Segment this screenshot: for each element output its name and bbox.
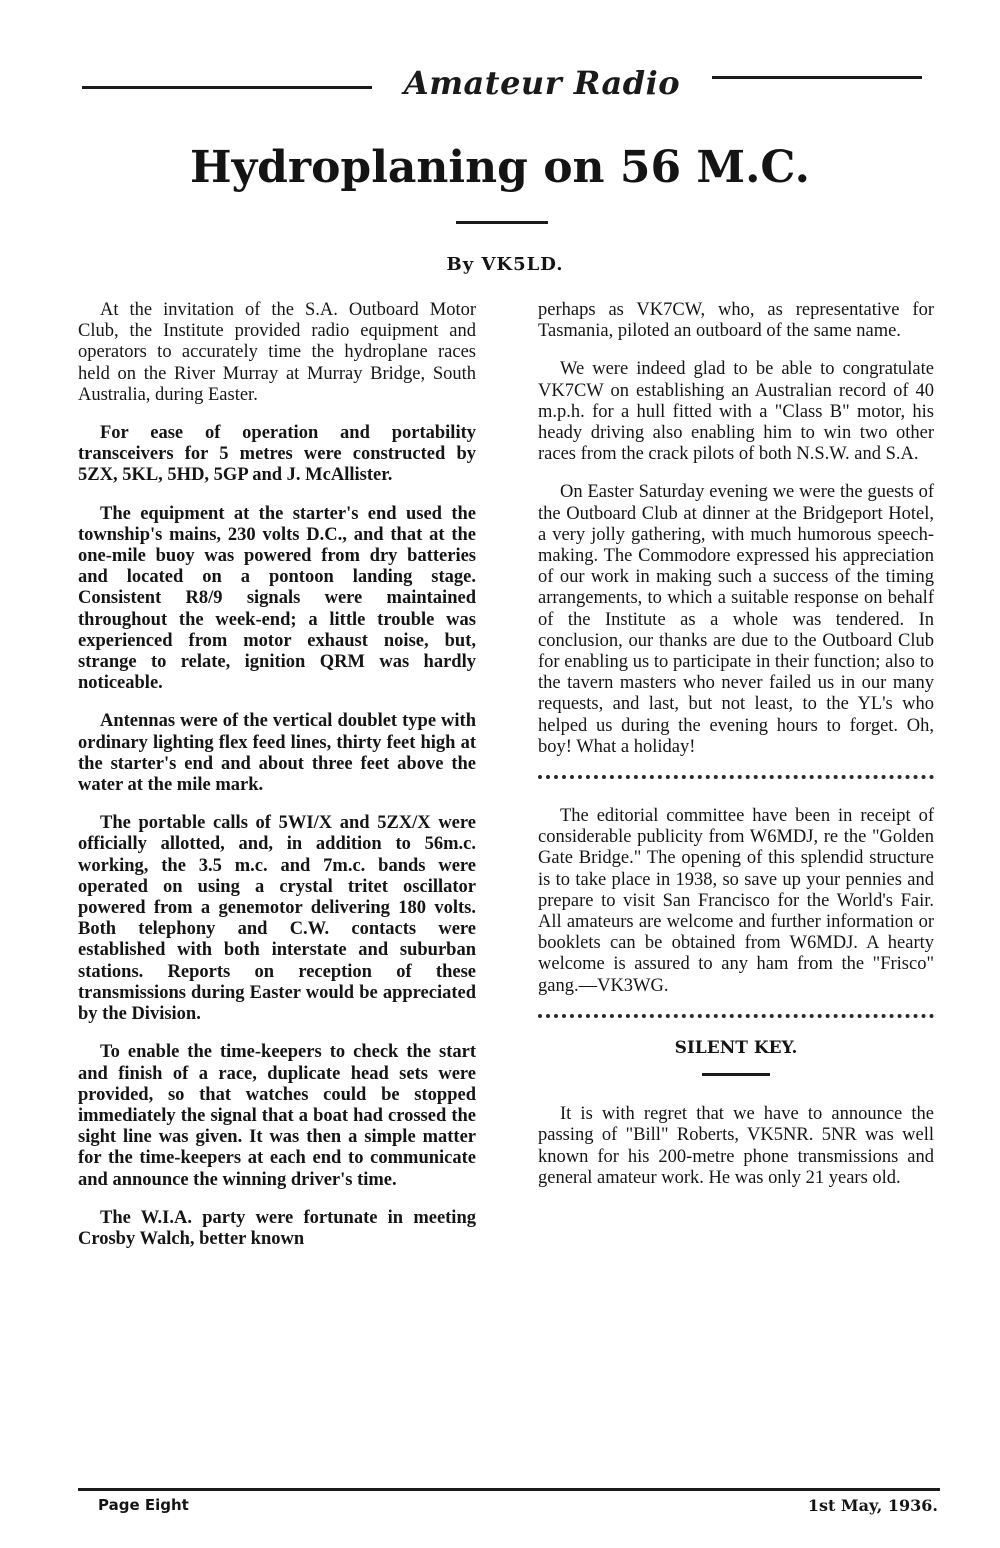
- editorial-notice: The editorial committee have been in receipt of considerable publicity from W6MDJ, re the "Golden Gate Bridge." The opening of this splendid structure is to take place in 1938, so save up your pennies and prepare to visit San Francisco for the World's Fair. All amateurs are welcome and further information or booklets can be obtained from W6MDJ. A hearty welcome is assured to any ham from the "Frisco" gang.—VK3WG.: [538, 806, 934, 996]
- dotted-divider: [538, 775, 934, 779]
- article-paragraph: We were indeed glad to be able to congratulate VK7CW on establishing an Australian record of 40 m.p.h. for a hull fitted with a "Class B" motor, his heady driving also enabling him to win two other races from the crack pilots of both N.S.W. and S.A.: [538, 359, 934, 465]
- silent-key-text: It is with regret that we have to announce the passing of "Bill" Roberts, VK5NR. 5NR was well known for his 200-metre phone transmissions and general amateur work. He was only 21 years old.: [538, 1104, 934, 1188]
- silent-key-heading: SILENT KEY.: [674, 1037, 798, 1058]
- article-title: Hydroplaning on 56 M.C.: [190, 142, 810, 193]
- issue-date: 1st May, 1936.: [807, 1496, 938, 1515]
- article-paragraph: To enable the time-keepers to check the start and finish of a race, duplicate head sets were provided, so that watches could be stopped immediately the signal that a boat had crossed the sight line was given. It was then a simple matter for the time-keepers at each end to communicate and announce the winning driver's time.: [78, 1042, 476, 1190]
- silent-key-divider: [702, 1073, 770, 1076]
- article-paragraph-continued: perhaps as VK7CW, who, as representative for Tasmania, piloted an outboard of the same name.: [538, 300, 934, 342]
- left-column: [78, 300, 476, 1267]
- article-paragraph: The W.I.A. party were fortunate in meeting Crosby Walch, better known: [78, 1207, 476, 1249]
- article-paragraph: Antennas were of the vertical doublet type with ordinary lighting flex feed lines, thirty feet high at the starter's end and about three feet above the water at the mile mark.: [78, 711, 476, 796]
- masthead-rule-right: [712, 76, 922, 79]
- article-paragraph: For ease of operation and portability transceivers for 5 metres were constructed by 5ZX, 5KL, 5HD, 5GP and J. McAllister.: [78, 423, 476, 486]
- masthead-rule-left: [82, 86, 372, 89]
- article-paragraph: On Easter Saturday evening we were the guests of the Outboard Club at dinner at the Bridgeport Hotel, a very jolly gathering, with much humorous speech-making. The Commodore expressed his appreciation of our work in making such a success of the timing arrangements, to which a suitable response on behalf of the Institute as a whole was tendered. In conclusion, our thanks are due to the Outboard Club for enabling us to participate in their function; also to the tavern masters who never failed us in our many requests, and last, but not least, to the YL's who helped us during the evening hours to forget. Oh, boy! What a holiday!: [538, 482, 934, 757]
- footer-rule: [78, 1488, 940, 1491]
- page-number: Page Eight: [98, 1496, 189, 1514]
- right-column: [538, 300, 934, 1206]
- masthead-logo: Amateur Radio: [403, 64, 681, 102]
- article-paragraph: At the invitation of the S.A. Outboard Motor Club, the Institute provided radio equipment and operators to accurately time the hydroplane races held on the River Murray at Murray Bridge, South Australia, during Easter.: [78, 300, 476, 405]
- dotted-divider: [538, 1014, 934, 1018]
- article-paragraph: The equipment at the starter's end used the township's mains, 230 volts D.C., and that at the one-mile buoy was powered from dry batteries and located on a pontoon landing stage. Consistent R8/9 signals were maintained throughout the week-end; a little trouble was experienced from motor exhaust noise, but, strange to relate, ignition QRM was hardly noticeable.: [78, 503, 476, 694]
- article-paragraph: The portable calls of 5WI/X and 5ZX/X were officially allotted, and, in addition to 56m.c. working, the 3.5 m.c. and 7m.c. bands were operated on using a crystal tritet oscillator powered from a genemotor delivering 180 volts. Both telephony and C.W. contacts were established with both interstate and suburban stations. Reports on reception of these transmissions during Easter would be appreciated by the Division.: [78, 813, 476, 1025]
- masthead: [82, 62, 922, 112]
- article-byline: By VK5LD.: [446, 254, 564, 275]
- title-divider: [456, 221, 548, 224]
